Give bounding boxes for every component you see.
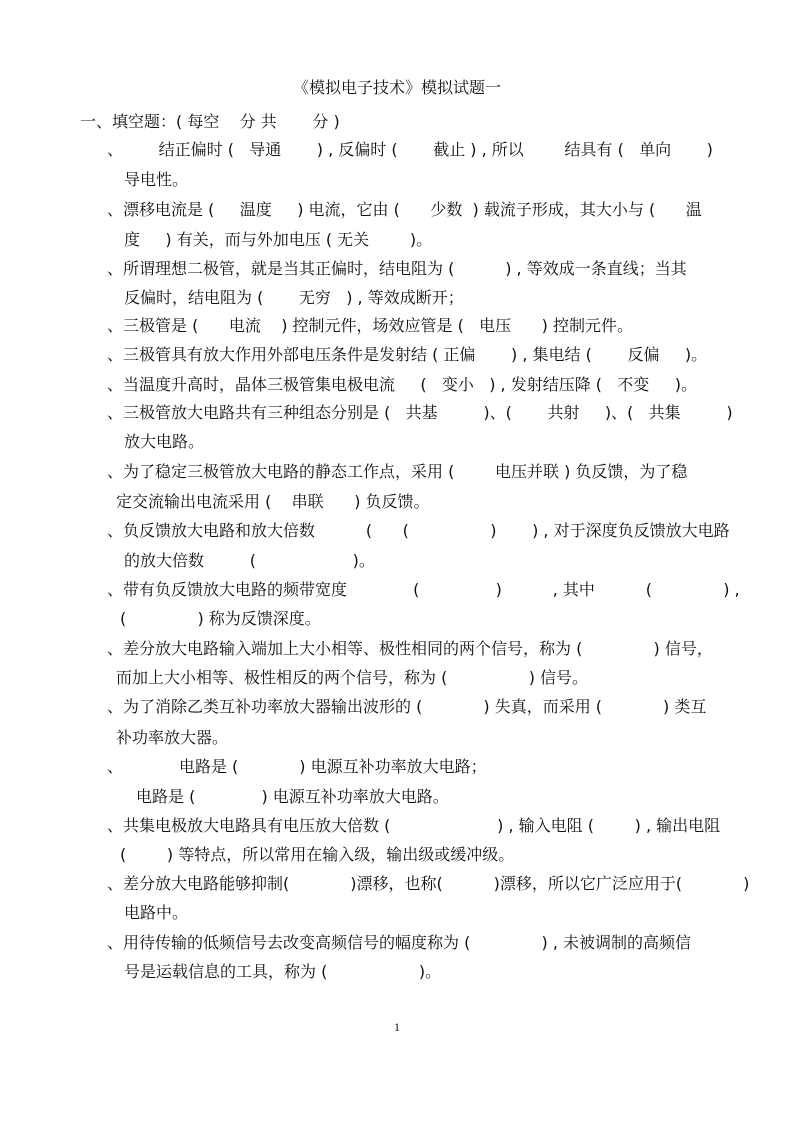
- question-line: ( ) 等特点，所以常用在输入级，输出级或缓冲级。: [120, 845, 515, 864]
- question-line: 电路中。: [124, 903, 189, 922]
- question-line: 放大电路。: [124, 432, 205, 451]
- question-line: 、三极管是 ( 电流 ) 控制元件，场效应管是 ( 电压 ) 控制元件。: [107, 316, 633, 335]
- question-line: 、三极管具有放大作用外部电压条件是发射结 ( 正偏 ) , 集电结 ( 反偏 )。: [107, 345, 708, 364]
- question-line: 反偏时，结电阻为 ( 无穷 ) , 等效成断开；: [124, 288, 464, 307]
- question-line: 、共集电极放大电路具有电压放大倍数 ( ) , 输入电阻 ( ) , 输出电阻: [107, 816, 721, 835]
- document-title: 《模拟电子技术》模拟试题一: [292, 78, 501, 97]
- question-line: 、漂移电流是 ( 温度 ) 电流，它由 ( 少数 ) 载流子形成，其大小与 ( 温: [107, 200, 702, 219]
- question-line: 、当温度升高时，晶体三极管集电极电流 ( 变小 ) , 发射结压降 ( 不变 )。: [107, 375, 697, 394]
- question-line: 、 电路是 ( ) 电源互补功率放大电路；: [107, 757, 487, 776]
- question-line: 补功率放大器。: [116, 728, 229, 747]
- question-line: 、 结正偏时 ( 导通 ) , 反偏时 ( 截止 ) , 所以 结具有 ( 单向 ): [107, 140, 713, 159]
- question-line: 的放大倍数 ( )。: [124, 551, 375, 570]
- question-line: 、三极管放大电路共有三种组态分别是 ( 共基 )、( 共射 )、( 共集 ): [107, 403, 733, 422]
- question-line: 、为了稳定三极管放大电路的静态工作点，采用 ( 电压并联 ) 负反馈，为了稳: [107, 462, 688, 481]
- question-line: 定交流输出电流采用 ( 串联 ) 负反馈。: [116, 492, 430, 511]
- question-line: 、差分放大电路输入端加上大小相等、极性相同的两个信号，称为 ( ) 信号，: [107, 639, 713, 658]
- question-line: 、带有负反馈放大电路的频带宽度 ( ) , 其中 ( ) ,: [107, 580, 740, 599]
- question-line: 度 ) 有关，而与外加电压 ( 无关 )。: [124, 230, 433, 249]
- question-line: 、负反馈放大电路和放大倍数 ( ( ) ) , 对于深度负反馈放大电路: [107, 521, 730, 540]
- question-line: 号是运载信息的工具，称为 ( )。: [124, 962, 442, 981]
- question-line: 、为了消除乙类互补功率放大器输出波形的 ( ) 失真，而采用 ( ) 类互: [107, 697, 707, 716]
- question-line: 电路是 ( ) 电源互补功率放大电路。: [136, 787, 449, 806]
- question-line: 、用待传输的低频信号去改变高频信号的幅度称为 ( ) , 未被调制的高频信: [107, 933, 692, 952]
- section-heading: 一、填空题：( 每空 分 共 分 ): [80, 112, 340, 131]
- question-line: 、所谓理想二极管，就是当其正偏时，结电阻为 ( ) , 等效成一条直线；当其: [107, 259, 687, 278]
- question-line: 导电性。: [124, 170, 189, 189]
- page-number: 1: [394, 1020, 400, 1034]
- question-line: ( ) 称为反馈深度。: [120, 609, 321, 628]
- question-line: 而加上大小相等、极性相反的两个信号，称为 ( ) 信号。: [116, 668, 589, 687]
- question-line: 、差分放大电路能够抑制( )漂移，也称( )漂移，所以它广泛应用于( ): [107, 874, 750, 893]
